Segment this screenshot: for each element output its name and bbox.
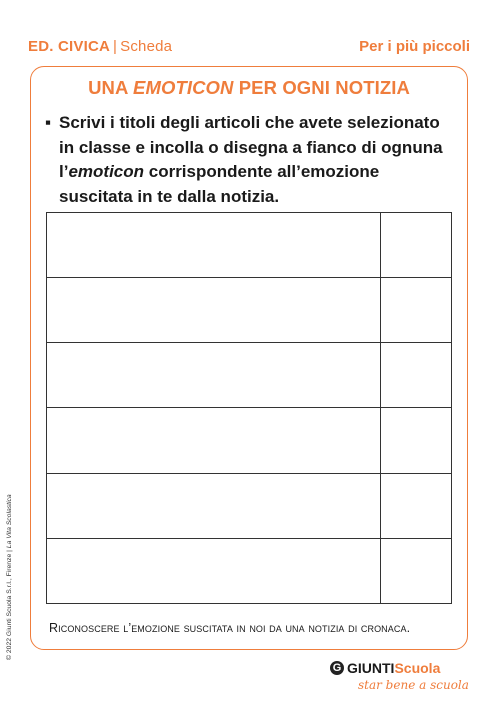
title-part: PER OGNI NOTIZIA bbox=[233, 77, 410, 98]
copyright-note bbox=[6, 494, 13, 660]
header-separator: | bbox=[113, 38, 118, 55]
g-logo-icon: G bbox=[330, 661, 344, 675]
emoticon-cell[interactable] bbox=[381, 343, 452, 408]
header-subject bbox=[28, 38, 172, 55]
brand-part: Scuola bbox=[394, 660, 441, 676]
brand-part: GIUNTI bbox=[347, 660, 395, 676]
worksheet-card bbox=[30, 66, 468, 650]
instruction-text bbox=[59, 111, 453, 209]
title-cell[interactable] bbox=[47, 278, 381, 343]
emoticon-cell[interactable] bbox=[381, 278, 452, 343]
brand-tagline: star bene a scuola bbox=[358, 678, 469, 692]
table-row bbox=[47, 473, 452, 538]
title-cell[interactable] bbox=[47, 213, 381, 278]
brand-name bbox=[347, 660, 440, 676]
learning-goal: Riconoscere l’emozione suscitata in noi da una notizia di cronaca. bbox=[49, 621, 411, 635]
emoticon-cell[interactable] bbox=[381, 473, 452, 538]
instruction-part: corrispondente all’emozione suscitata in te dalla notizia. bbox=[59, 162, 380, 206]
title-cell[interactable] bbox=[47, 473, 381, 538]
table-row bbox=[47, 278, 452, 343]
table-row bbox=[47, 538, 452, 603]
table-row bbox=[47, 408, 452, 473]
sheet-type: Scheda bbox=[120, 38, 173, 55]
emoticon-cell[interactable] bbox=[381, 213, 452, 278]
title-part: UNA bbox=[88, 77, 133, 98]
table-row bbox=[47, 343, 452, 408]
publisher-logo bbox=[330, 660, 480, 700]
instruction-part: Scrivi i titoli degli articoli che avete selezionato in classe e incolla o disegna a fianco di ognuna l’ bbox=[59, 113, 443, 181]
emoticon-cell[interactable] bbox=[381, 538, 452, 603]
table-row bbox=[47, 213, 452, 278]
worksheet-title bbox=[31, 77, 467, 99]
instruction-emphasis: emoticon bbox=[68, 162, 145, 181]
title-cell[interactable] bbox=[47, 408, 381, 473]
answer-table bbox=[46, 212, 452, 604]
title-cell[interactable] bbox=[47, 538, 381, 603]
title-cell[interactable] bbox=[47, 343, 381, 408]
bullet-icon: ▪ bbox=[45, 113, 52, 132]
audience-label: Per i più piccoli bbox=[359, 38, 470, 55]
copyright-text: © 2022 Giunti Scuola S.r.l., Firenze | bbox=[6, 548, 13, 660]
title-emphasis: EMOTICON bbox=[133, 77, 234, 98]
subject-label: ED. CIVICA bbox=[28, 38, 111, 55]
publication-name: La Vita Scolastica bbox=[6, 494, 13, 549]
emoticon-cell[interactable] bbox=[381, 408, 452, 473]
instruction bbox=[45, 111, 453, 209]
